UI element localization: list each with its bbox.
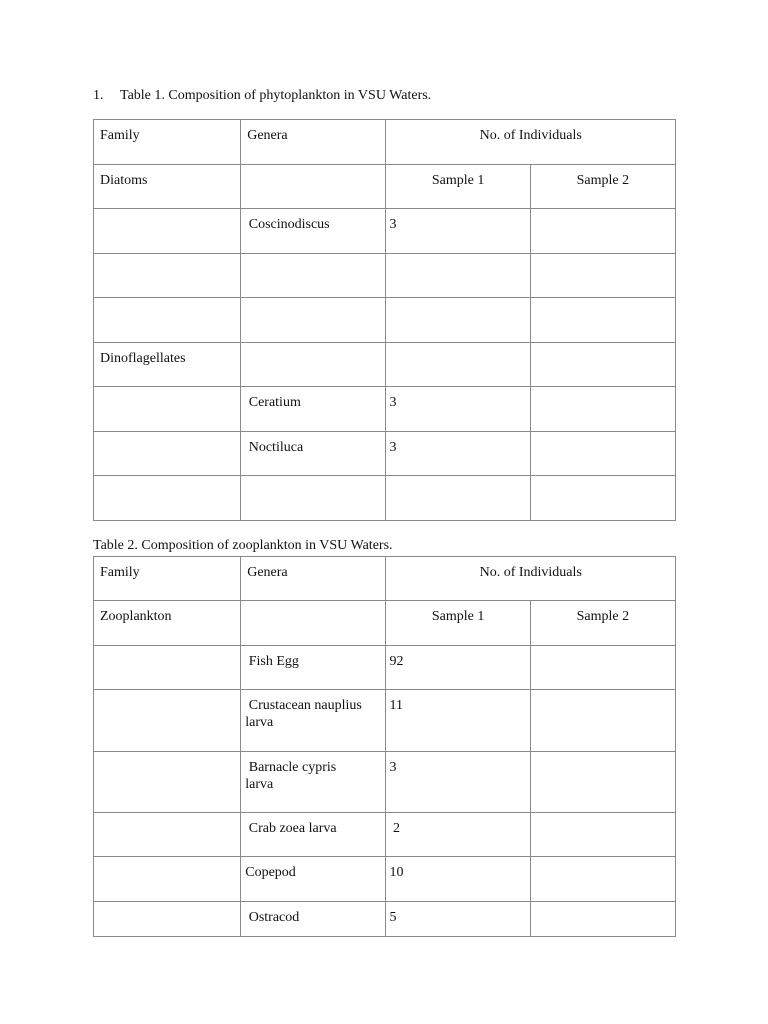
family-cell: [94, 857, 241, 902]
genus-cell: [241, 387, 386, 432]
sample2-cell: [530, 813, 675, 857]
header-family: Family: [94, 120, 241, 165]
genus-text: Ostracod: [248, 910, 300, 925]
genus-cell: [241, 476, 386, 521]
sample2-cell: [530, 387, 675, 432]
sample1-text: 2: [392, 821, 400, 836]
family-cell: [94, 902, 241, 937]
header-sample-2: Sample 2: [530, 165, 675, 209]
genus-text-line2: larva: [245, 777, 274, 792]
table-row: [94, 752, 676, 813]
table-row: [94, 902, 676, 937]
header-sample-1: Sample 1: [386, 165, 530, 209]
group-label: Diatoms: [94, 165, 241, 209]
header-genera: Genera: [241, 557, 386, 601]
genus-text: Barnacle cypris: [248, 760, 337, 775]
table-cell: [241, 601, 386, 646]
sample1-cell: [386, 298, 530, 343]
genus-cell: [241, 209, 386, 254]
table-row: [94, 298, 676, 343]
sample1-cell: 3: [386, 209, 530, 254]
genus-cell: [241, 690, 386, 752]
genus-text: Fish Egg: [248, 654, 299, 669]
header-no-of-individuals: No. of Individuals: [386, 120, 676, 165]
sample2-cell: [530, 902, 675, 937]
family-cell: Dinoflagellates: [94, 343, 241, 387]
zooplankton-table: [93, 556, 676, 937]
list-number: 1.: [93, 88, 104, 103]
table-subheader-row: [94, 165, 676, 209]
sample2-cell: [530, 343, 675, 387]
table-row: [94, 476, 676, 521]
genus-cell: [241, 752, 386, 813]
family-cell: [94, 432, 241, 476]
sample1-cell: 10: [386, 857, 530, 902]
sample1-cell: [386, 813, 530, 857]
sample1-cell: 5: [386, 902, 530, 937]
family-cell: [94, 209, 241, 254]
sample1-cell: [386, 254, 530, 298]
genus-cell: [241, 343, 386, 387]
table-row: [94, 343, 676, 387]
genus-text: Coscinodiscus: [248, 217, 330, 232]
family-cell: [94, 813, 241, 857]
family-cell: [94, 298, 241, 343]
genus-cell: [241, 902, 386, 937]
sample1-cell: 92: [386, 646, 530, 690]
sample2-cell: [530, 432, 675, 476]
table2-caption: Table 2. Composition of zooplankton in VSU Waters.: [93, 538, 393, 553]
table-subheader-row: [94, 601, 676, 646]
table-row: [94, 646, 676, 690]
table1-caption-text: Table 1. Composition of phytoplankton in VSU Waters.: [120, 88, 432, 103]
sample1-cell: 11: [386, 690, 530, 752]
phytoplankton-table: [93, 119, 676, 521]
genus-cell: [241, 298, 386, 343]
header-sample-1: Sample 1: [386, 601, 530, 646]
table1-caption: [93, 87, 431, 105]
genus-text: Crustacean nauplius: [248, 698, 362, 713]
header-genera: Genera: [241, 120, 386, 165]
sample1-cell: 3: [386, 752, 530, 813]
family-cell: [94, 752, 241, 813]
family-cell: [94, 254, 241, 298]
table-cell: [241, 165, 386, 209]
header-family: Family: [94, 557, 241, 601]
sample2-cell: [530, 857, 675, 902]
group-label: Zooplankton: [94, 601, 241, 646]
sample2-cell: [530, 254, 675, 298]
table-header-row: [94, 120, 676, 165]
sample2-cell: [530, 752, 675, 813]
sample1-cell: [386, 343, 530, 387]
sample2-cell: [530, 209, 675, 254]
genus-cell: Copepod: [241, 857, 386, 902]
genus-text: Noctiluca: [248, 440, 304, 455]
sample2-cell: [530, 298, 675, 343]
family-cell: [94, 646, 241, 690]
genus-cell: [241, 254, 386, 298]
sample1-cell: 3: [386, 387, 530, 432]
sample1-cell: [386, 476, 530, 521]
family-cell: [94, 387, 241, 432]
genus-cell: [241, 646, 386, 690]
header-sample-2: Sample 2: [530, 601, 675, 646]
table-row: [94, 857, 676, 902]
genus-text: Ceratium: [248, 395, 301, 410]
sample2-cell: [530, 690, 675, 752]
genus-text: Crab zoea larva: [248, 821, 337, 836]
sample1-cell: 3: [386, 432, 530, 476]
table-row: [94, 690, 676, 752]
table-row: [94, 432, 676, 476]
sample2-cell: [530, 646, 675, 690]
table-row: [94, 387, 676, 432]
genus-cell: [241, 813, 386, 857]
genus-text-line2: larva: [245, 715, 274, 730]
family-cell: [94, 476, 241, 521]
header-no-of-individuals: No. of Individuals: [386, 557, 676, 601]
table-header-row: [94, 557, 676, 601]
sample2-cell: [530, 476, 675, 521]
table-row: [94, 209, 676, 254]
genus-cell: [241, 432, 386, 476]
table-row: [94, 813, 676, 857]
table-row: [94, 254, 676, 298]
family-cell: [94, 690, 241, 752]
